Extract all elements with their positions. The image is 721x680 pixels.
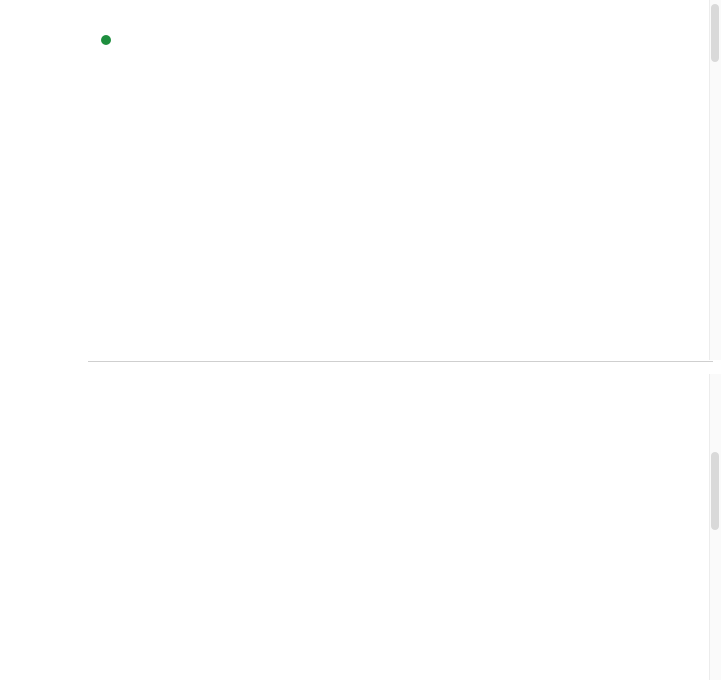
section-divider — [88, 361, 713, 362]
upper-scrollbar-thumb[interactable] — [711, 4, 719, 62]
lower-scrollbar-thumb[interactable] — [711, 452, 719, 530]
status-dot-icon — [101, 35, 111, 45]
performed-correctly-header — [101, 31, 117, 49]
